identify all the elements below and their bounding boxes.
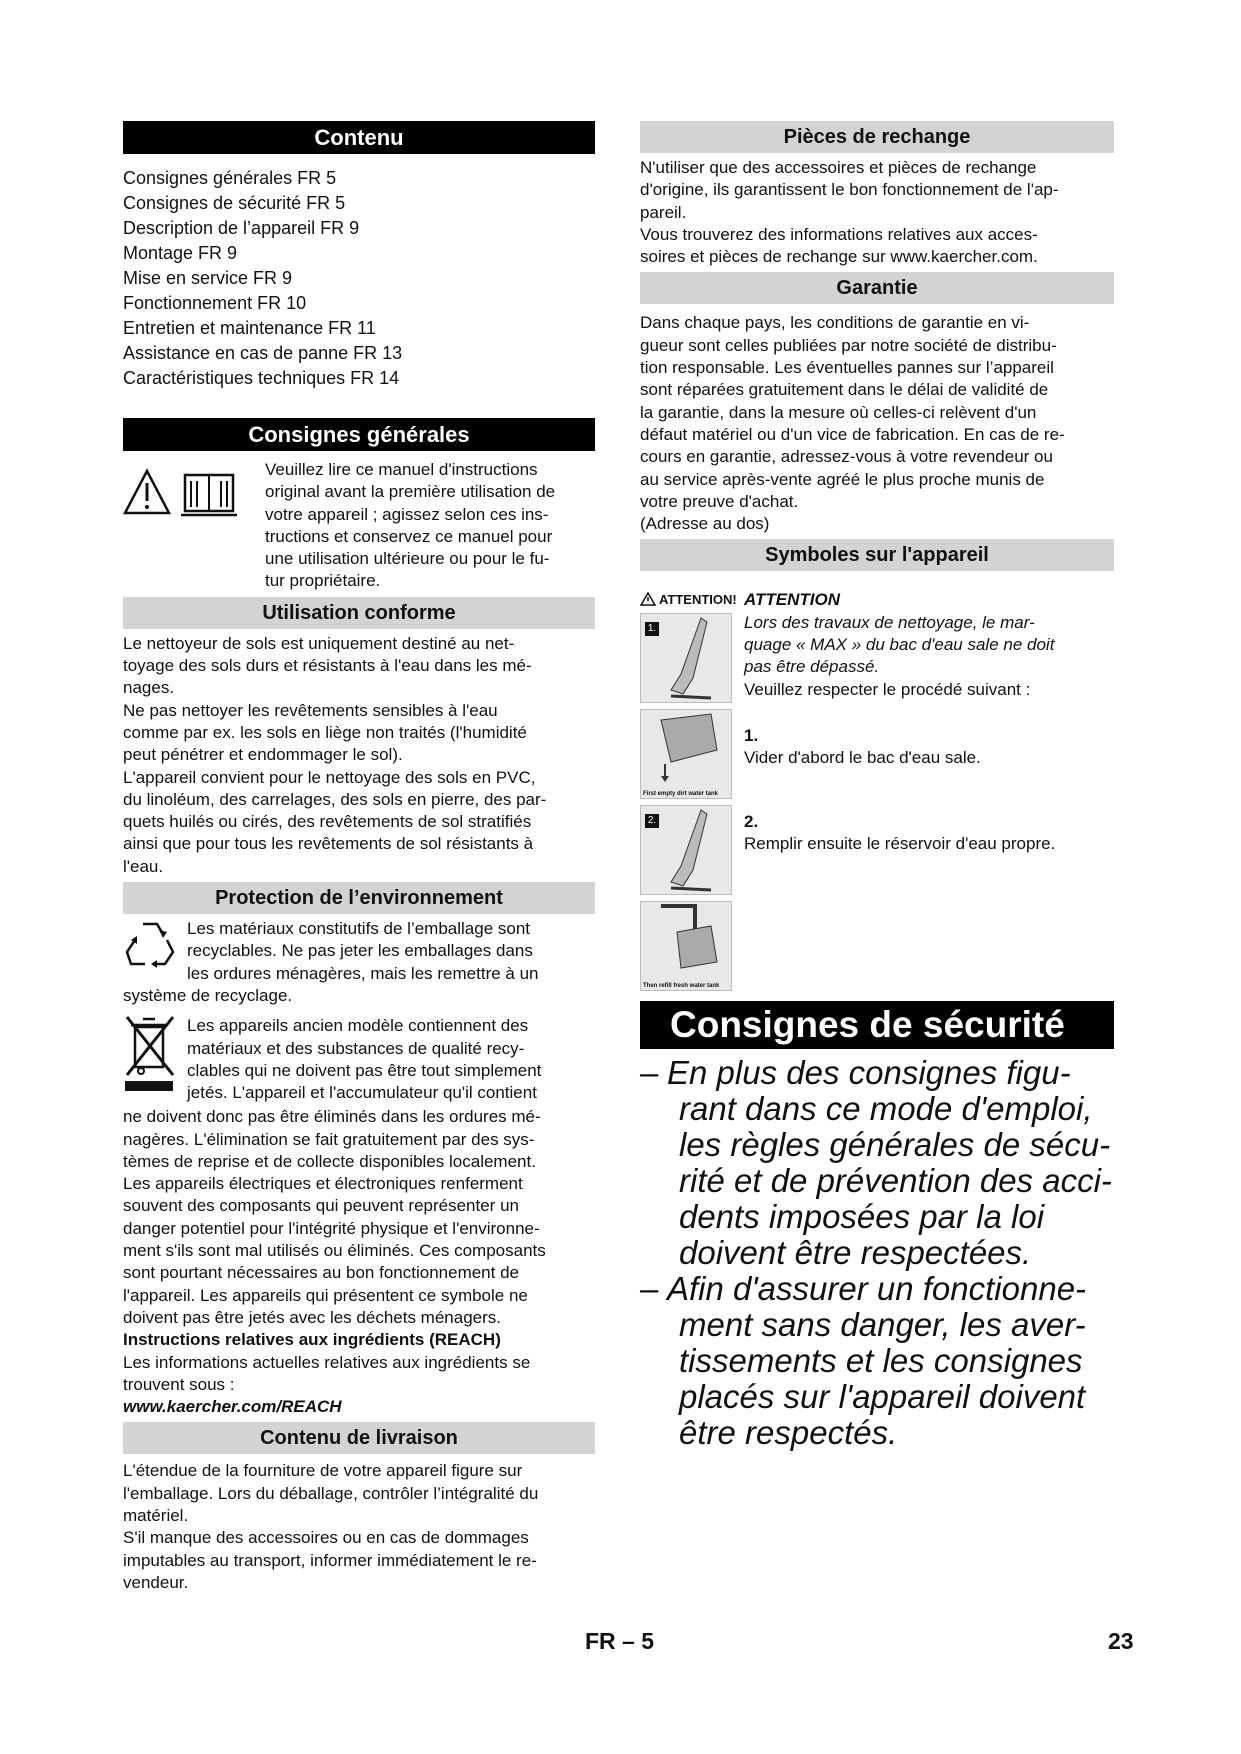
attention-line: Lors des travaux de nettoyage, le mar- xyxy=(744,612,1035,632)
safety-item-line xyxy=(640,1199,1114,1235)
contents-item: Fonctionnement FR 10 xyxy=(123,293,307,313)
general-text xyxy=(265,459,555,593)
safety-list xyxy=(640,1055,1114,1451)
bullet-dash xyxy=(640,1343,667,1379)
text-line: matériaux et des substances de qualité recy- xyxy=(187,1038,525,1058)
text-line: clables qui ne doivent pas être tout simplement xyxy=(187,1060,542,1080)
attention-text xyxy=(744,612,1114,679)
text-line: matériel. xyxy=(123,1505,189,1525)
text-line: Dans chaque pays, les conditions de garantie en vi- xyxy=(640,313,1030,333)
empty-tank-image: First empty dirt water tank xyxy=(640,709,732,799)
safety-item-line xyxy=(640,1379,1114,1415)
bullet-dash xyxy=(640,1307,667,1343)
contents-item: Mise en service FR 9 xyxy=(123,268,293,288)
warning-manual-icon xyxy=(123,467,243,519)
safety-item-line xyxy=(640,1127,1114,1163)
delivery-header: Contenu de livraison xyxy=(123,1422,595,1454)
crossed-bin-icon xyxy=(123,1015,187,1106)
step2-number: 2. xyxy=(744,811,759,831)
text-line: Les appareils électriques et électroniques renferment xyxy=(123,1174,523,1194)
symbols-text xyxy=(744,589,1114,991)
step1-device-image: 1. xyxy=(640,613,732,703)
text-line: imputables au transport, informer immédiatement le re- xyxy=(123,1550,537,1570)
dirt-tank-icon xyxy=(641,710,731,782)
text-line: ment s'ils sont mal utilisés ou éliminés. Ces composants xyxy=(123,1241,546,1261)
text-line: au service après-vente agréé le plus proche munis de xyxy=(640,469,1045,489)
text-line: L'appareil convient pour le nettoyage des sols en PVC, xyxy=(123,767,536,787)
safety-text: placés sur l'appareil doivent xyxy=(679,1378,1086,1416)
text-line: ainsi que pour tous les revêtements de sol résistants à xyxy=(123,834,534,854)
contents-header: Contenu xyxy=(123,121,595,154)
weee-tail-text xyxy=(123,1106,595,1329)
text-line: nagères. L'élimination se fait gratuitement par des sys- xyxy=(123,1129,535,1149)
symbols-images xyxy=(640,589,744,991)
procedure-text: Veuillez respecter le procédé suivant : xyxy=(744,679,1031,699)
text-line: jetés. L'appareil et l'accumulateur qu'il contient xyxy=(187,1083,537,1103)
reach-title: Instructions relatives aux ingrédients (REACH) xyxy=(123,1330,501,1350)
spare-parts-text xyxy=(640,157,1114,268)
text-line: tur propriétaire. xyxy=(265,571,381,591)
step1-text: Vider d'abord le bac d'eau sale. xyxy=(744,748,981,768)
general-header: Consignes générales xyxy=(123,418,595,451)
symbols-block xyxy=(640,589,1114,991)
text-line: gueur sont celles publiées par notre société de distribu- xyxy=(640,335,1057,355)
text-line: une utilisation ultérieure ou pour le fu- xyxy=(265,549,550,569)
delivery-text xyxy=(123,1460,595,1594)
attention-line: quage « MAX » du bac d'eau sale ne doit xyxy=(744,635,1055,655)
text-line: Vous trouverez des informations relatives aux acces- xyxy=(640,224,1038,244)
text-line: S'il manque des accessoires ou en cas de dommages xyxy=(123,1528,529,1548)
text-line: les ordures ménagères, mais les remettre à un xyxy=(187,963,539,983)
text-line: vendeur. xyxy=(123,1572,189,1592)
bullet-dash xyxy=(640,1235,667,1271)
bullet-dash xyxy=(640,1379,667,1415)
safety-item-line xyxy=(640,1091,1114,1127)
bullet-dash xyxy=(640,1415,667,1451)
recycle-text xyxy=(187,918,539,985)
text-line: sont pourtant nécessaires au bon fonctionnement de xyxy=(123,1263,519,1283)
attention-badge: ATTENTION! xyxy=(640,589,744,609)
text-line: défaut matériel ou d'un vice de fabrication. En cas de re- xyxy=(640,424,1065,444)
bullet-dash xyxy=(640,1091,667,1127)
text-line: tèmes de reprise et de collecte disponibles localement. xyxy=(123,1151,536,1171)
text-line: doivent pas être jetés avec les déchets ménagers. xyxy=(123,1307,501,1327)
step1-number: 1. xyxy=(744,725,759,745)
text-line: recyclables. Ne pas jeter les emballages dans xyxy=(187,941,533,961)
water-tap-icon xyxy=(641,902,731,974)
reach-text xyxy=(123,1352,595,1397)
safety-item-line xyxy=(640,1055,1114,1091)
warning-icon xyxy=(640,592,656,606)
refill-tank-image: Then refill fresh water tank xyxy=(640,901,732,991)
left-column xyxy=(123,121,595,1594)
text-line: (Adresse au dos) xyxy=(640,514,770,534)
step2-device-image: 2. xyxy=(640,805,732,895)
text-line: toyage des sols durs et résistants à l'eau dans les mé- xyxy=(123,656,532,676)
text-line: soires et pièces de rechange sur www.kaercher.com. xyxy=(640,247,1038,267)
spare-parts-header: Pièces de rechange xyxy=(640,121,1114,153)
text-line: tructions et conservez ce manuel pour xyxy=(265,526,553,546)
contents-item: Assistance en cas de panne FR 13 xyxy=(123,343,403,363)
safety-text: doivent être respectées. xyxy=(679,1234,1032,1272)
safety-text: tissements et les consignes xyxy=(679,1342,1083,1380)
step2-text: Remplir ensuite le réservoir d'eau propre. xyxy=(744,833,1056,853)
attention-line: pas être dépassé. xyxy=(744,657,880,677)
text-line: Veuillez lire ce manuel d'instructions xyxy=(265,460,538,479)
text-line: tion responsable. Les éventuelles pannes sur l’appareil xyxy=(640,358,1054,378)
safety-item-line xyxy=(640,1307,1114,1343)
safety-item-line xyxy=(640,1235,1114,1271)
bullet-dash: – xyxy=(640,1054,659,1092)
safety-text: être respectés. xyxy=(679,1414,898,1452)
safety-item-line xyxy=(640,1163,1114,1199)
text-line: danger potentiel pour l'intégrité physique et l'environne- xyxy=(123,1218,540,1238)
recycle-block xyxy=(123,918,595,985)
symbols-header: Symboles sur l'appareil xyxy=(640,539,1114,571)
intended-use-header: Utilisation conforme xyxy=(123,597,595,629)
text-line: souvent des composants qui peuvent représenter un xyxy=(123,1196,519,1216)
text-line: pareil. xyxy=(640,202,687,222)
environment-header: Protection de l’environnement xyxy=(123,882,595,914)
safety-text: rité et de prévention des acci- xyxy=(679,1162,1112,1200)
text-line: original avant la première utilisation de xyxy=(265,482,556,502)
general-block xyxy=(123,459,595,593)
safety-text: En plus des consignes figu- xyxy=(667,1054,1071,1092)
text-line: ne doivent donc pas être éliminés dans les ordures mé- xyxy=(123,1107,541,1127)
text-line: l'appareil. Les appareils qui présentent ce symbole ne xyxy=(123,1285,528,1305)
weee-block xyxy=(123,1015,595,1106)
safety-item-line xyxy=(640,1343,1114,1379)
warranty-text xyxy=(640,312,1114,535)
bullet-dash xyxy=(640,1199,667,1235)
text-line: comme par ex. les sols en liège non traités (l'humidité xyxy=(123,722,527,742)
safety-text: ment sans danger, les aver- xyxy=(679,1306,1086,1344)
contents-item: Caractéristiques techniques FR 14 xyxy=(123,368,400,388)
contents-list xyxy=(123,166,595,391)
safety-header: Consignes de sécurité xyxy=(640,1001,1114,1049)
text-line: votre appareil ; agissez selon ces ins- xyxy=(265,504,549,524)
contents-item: Consignes générales FR 5 xyxy=(123,168,337,188)
contents-item: Consignes de sécurité FR 5 xyxy=(123,193,346,213)
text-line: sont réparées gratuitement dans le délai de validité de xyxy=(640,380,1049,400)
bullet-dash: – xyxy=(640,1270,659,1308)
text-line: votre preuve d'achat. xyxy=(640,491,799,511)
text-line: l'eau. xyxy=(123,856,164,876)
recycle-icon xyxy=(123,918,187,985)
text-line: trouvent sous : xyxy=(123,1374,235,1394)
contents-item: Description de l’appareil FR 9 xyxy=(123,218,360,238)
safety-text: dents imposées par la loi xyxy=(679,1198,1045,1236)
text-line: L'étendue de la fourniture de votre appareil figure sur xyxy=(123,1461,523,1481)
general-icons xyxy=(123,459,265,593)
text-line: Ne pas nettoyer les revêtements sensibles à l'eau xyxy=(123,700,498,720)
text-line: Les informations actuelles relatives aux ingrédients se xyxy=(123,1352,531,1372)
text-line: l'emballage. Lors du déballage, contrôler l’intégralité du xyxy=(123,1483,539,1503)
text-line: Les matériaux constitutifs de l’emballage sont xyxy=(187,919,531,939)
text-line: du linoléum, des carrelages, des sols en pierre, des par- xyxy=(123,789,547,809)
recycle-tail: système de recyclage. xyxy=(123,985,293,1005)
safety-text: les règles générales de sécu- xyxy=(679,1126,1111,1164)
attention-title: ATTENTION xyxy=(744,590,841,610)
text-line: Les appareils ancien modèle contiennent des xyxy=(187,1016,529,1036)
text-line: quets huilés ou cirés, des revêtements de sol stratifiés xyxy=(123,812,532,832)
text-line: Le nettoyeur de sols est uniquement destiné au net- xyxy=(123,633,515,653)
safety-text: rant dans ce mode d'emploi, xyxy=(679,1090,1093,1128)
weee-text xyxy=(187,1015,541,1106)
text-line: peut pénétrer et endommager le sol). xyxy=(123,745,403,765)
bullet-dash xyxy=(640,1163,667,1199)
intended-use-text xyxy=(123,633,595,878)
text-line: cours en garantie, adressez-vous à votre revendeur ou xyxy=(640,447,1053,467)
page-number: 23 xyxy=(1108,1628,1134,1654)
text-line: la garantie, dans la mesure où celles-ci relèvent d'un xyxy=(640,402,1037,422)
text-line: d'origine, ils garantissent le bon fonctionnement de l'ap- xyxy=(640,180,1059,200)
text-line: nages. xyxy=(123,678,175,698)
page-footer-label: FR – 5 xyxy=(585,1628,655,1654)
bullet-dash xyxy=(640,1127,667,1163)
text-line: N'utiliser que des accessoires et pièces de rechange xyxy=(640,158,1037,177)
safety-item-line xyxy=(640,1271,1114,1307)
warranty-header: Garantie xyxy=(640,272,1114,304)
reach-url: www.kaercher.com/REACH xyxy=(123,1397,342,1417)
safety-text: Afin d'assurer un fonctionne- xyxy=(667,1270,1087,1308)
right-column xyxy=(640,121,1114,1451)
contents-item: Entretien et maintenance FR 11 xyxy=(123,318,376,338)
contents-item: Montage FR 9 xyxy=(123,243,238,263)
safety-item-line xyxy=(640,1415,1114,1451)
